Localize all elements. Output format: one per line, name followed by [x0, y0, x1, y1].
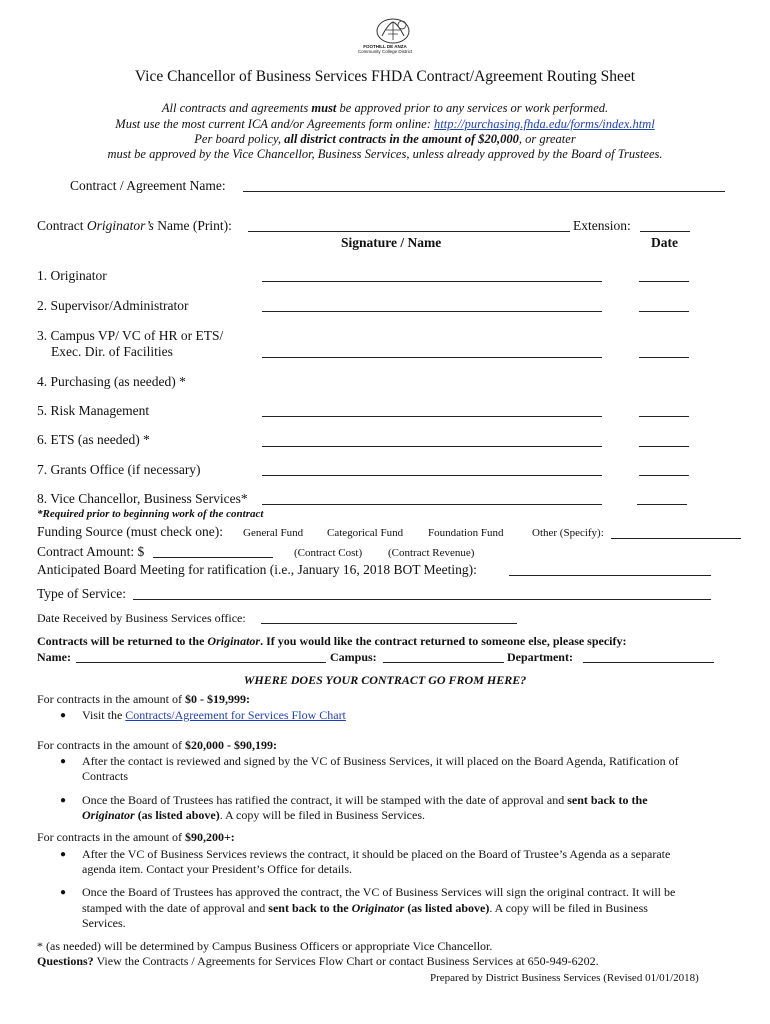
tier-text: For contracts in the amount of: [37, 830, 185, 844]
bullet-icon: ●: [60, 795, 67, 806]
amount-cost[interactable]: (Contract Cost): [294, 547, 363, 559]
tier-text: . A copy will be filed in Business: [489, 901, 648, 915]
date-received-label: Date Received by Business Services office:: [37, 611, 246, 625]
tier-amount: $0 - $19,999:: [184, 692, 250, 706]
tier2-heading: [37, 738, 277, 753]
contract-name-label: Contract / Agreement Name:: [70, 178, 226, 193]
where-heading: WHERE DOES YOUR CONTRACT GO FROM HERE?: [243, 673, 527, 687]
step-purchasing: 4. Purchasing (as needed) *: [37, 374, 186, 389]
intro-bold: all district contracts in the amount of $20,000: [284, 132, 519, 146]
step-grants: 7. Grants Office (if necessary): [37, 462, 201, 477]
return-text: . If you would like the contract returned to someone else, please specify:: [260, 634, 627, 648]
questions-text: View the Contracts / Agreements for Services Flow Chart or contact Business Services at 650-949-6202.: [93, 954, 599, 968]
intro-text: All contracts and agreements: [161, 101, 312, 115]
tier2-bullet2-line2: [82, 808, 425, 823]
tier3-heading: [37, 830, 235, 845]
tier3-bullet2-line3: Services.: [82, 916, 126, 930]
funding-other-field[interactable]: [611, 538, 741, 539]
tier3-bullet1-line2: agenda item. Contact your President’s Office for details.: [82, 862, 353, 876]
return-campus-label: Campus:: [330, 650, 377, 664]
return-name-field[interactable]: [76, 662, 326, 663]
signature-field[interactable]: [262, 416, 602, 417]
step-risk-management: 5. Risk Management: [37, 403, 150, 418]
forms-link[interactable]: http://purchasing.fhda.edu/forms/index.html: [434, 117, 655, 131]
board-meeting-field[interactable]: [509, 575, 711, 576]
tier3-bullet2-line1: Once the Board of Trustees has approved the contract, the VC of Business Services will sign the original contract. It will be: [82, 885, 676, 899]
tier-amount: $20,000 - $90,199:: [184, 738, 277, 752]
board-meeting-label: Anticipated Board Meeting for ratification (i.e., January 16, 2018 BOT Meeting):: [37, 562, 477, 577]
signature-field[interactable]: [262, 504, 602, 505]
intro-line3: [0, 132, 770, 147]
tier3-bullet2-line2: [82, 901, 648, 916]
tier-bold: sent back to the: [567, 793, 648, 807]
tier2-bullet2-line1: [82, 793, 648, 808]
district-logo: [368, 16, 418, 46]
return-text: Contracts will be returned to the: [37, 634, 208, 648]
intro-text: Per board policy,: [194, 132, 285, 146]
questions-bold: Questions?: [37, 954, 94, 968]
funding-categorical[interactable]: Categorical Fund: [327, 527, 404, 539]
step-originator: 1. Originator: [37, 268, 107, 283]
date-field[interactable]: [639, 357, 689, 358]
amount-revenue[interactable]: (Contract Revenue): [388, 547, 475, 559]
tier3-bullet1-line1: After the VC of Business Services reviews the contract, it should be placed on the Board of Trustee’s Agenda as a separate: [82, 847, 671, 861]
tier-bold: Originator: [351, 901, 405, 915]
tier-text: . A copy will be filed in Business Services.: [219, 808, 425, 822]
return-name-label: Name:: [37, 650, 71, 664]
prepared-by: Prepared by District Business Services (Revised 01/01/2018): [430, 972, 699, 984]
district-seal-icon: [368, 16, 418, 46]
step-campus-vp: 3. Campus VP/ VC of HR or ETS/: [37, 328, 224, 343]
signature-field[interactable]: [262, 281, 602, 282]
intro-line1: [0, 101, 770, 116]
intro-text: , or greater: [518, 132, 576, 146]
funding-other[interactable]: Other (Specify):: [532, 527, 604, 539]
type-of-service-field[interactable]: [133, 599, 711, 600]
date-header: Date: [651, 235, 678, 250]
date-field[interactable]: [637, 504, 687, 505]
tier2-bullet1-line2: Contracts: [82, 769, 128, 783]
originator-italic: Originator’s: [86, 218, 154, 233]
footnote: * (as needed) will be determined by Campus Business Officers or appropriate Vice Chancellor.: [37, 939, 493, 953]
tier-bold: (as listed above): [134, 808, 220, 822]
tier2-bullet1-line1: After the contact is reviewed and signed by the VC of Business Services, it will placed on the Board Agenda, Ratification of: [82, 754, 679, 768]
tier-text: stamped with the date of approval and: [82, 901, 269, 915]
step-ets: 6. ETS (as needed) *: [37, 432, 150, 447]
logo-line1: FOOTHILL DE ANZA: [363, 44, 407, 49]
required-note: *Required prior to beginning work of the contract: [37, 508, 264, 520]
intro-line2: [0, 117, 770, 132]
date-field[interactable]: [639, 281, 689, 282]
extension-label: Extension:: [573, 218, 631, 233]
originator-text: Name (Print):: [153, 218, 232, 233]
funding-general[interactable]: General Fund: [243, 527, 304, 539]
return-originator: Originator: [207, 634, 261, 648]
date-field[interactable]: [639, 416, 689, 417]
amount-field[interactable]: [153, 557, 273, 558]
step-campus-vp-line2: Exec. Dir. of Facilities: [51, 344, 173, 359]
return-department-label: Department:: [507, 650, 573, 664]
originator-label: [37, 218, 232, 234]
funding-foundation[interactable]: Foundation Fund: [428, 527, 504, 539]
tier1-heading: [37, 692, 250, 707]
return-campus-field[interactable]: [383, 662, 504, 663]
extension-field[interactable]: [640, 231, 690, 232]
intro-text: be approved prior to any services or work performed.: [336, 101, 609, 115]
tier-amount: $90,200+:: [184, 830, 235, 844]
signature-field[interactable]: [262, 311, 602, 312]
page-title: Vice Chancellor of Business Services FHDA Contract/Agreement Routing Sheet: [134, 68, 636, 85]
tier-bold: (as listed above): [404, 901, 490, 915]
flow-chart-link[interactable]: Contracts/Agreement for Services Flow Chart: [125, 708, 346, 722]
tier-text: Once the Board of Trustees has ratified the contract, it will be stamped with the date of approval and: [82, 793, 568, 807]
intro-text: Must use the most current ICA and/or Agreements form online:: [115, 117, 435, 131]
return-note: [37, 634, 627, 649]
funding-label: Funding Source (must check one):: [37, 524, 223, 539]
tier-text: For contracts in the amount of: [37, 692, 185, 706]
tier-bold: Originator: [82, 808, 135, 822]
date-field[interactable]: [639, 475, 689, 476]
signature-header: Signature / Name: [341, 235, 442, 250]
tier-text: Visit the: [82, 708, 126, 722]
tier-bold: sent back to the: [268, 901, 352, 915]
date-field[interactable]: [639, 311, 689, 312]
signature-field[interactable]: [262, 357, 602, 358]
originator-name-field[interactable]: [248, 231, 570, 232]
type-of-service-label: Type of Service:: [37, 586, 127, 601]
date-received-field[interactable]: [261, 623, 517, 624]
originator-text: Contract: [37, 218, 87, 233]
date-field[interactable]: [639, 446, 689, 447]
step-vice-chancellor: 8. Vice Chancellor, Business Services*: [37, 491, 248, 506]
bullet-icon: ●: [60, 756, 67, 767]
amount-label: Contract Amount: $: [37, 544, 145, 559]
questions: [37, 954, 599, 969]
contract-name-field[interactable]: [243, 191, 725, 192]
signature-field[interactable]: [262, 475, 602, 476]
bullet-icon: ●: [60, 887, 67, 898]
step-supervisor: 2. Supervisor/Administrator: [37, 298, 189, 313]
signature-field[interactable]: [262, 446, 602, 447]
tier-text: For contracts in the amount of: [37, 738, 185, 752]
logo-line2: Community College District: [357, 49, 413, 54]
bullet-icon: ●: [60, 849, 67, 860]
intro-line4: must be approved by the Vice Chancellor, Business Services, unless already approved by the Board of Trustees.: [107, 147, 663, 161]
tier1-bullet: [82, 708, 346, 723]
return-department-field[interactable]: [583, 662, 714, 663]
intro-must: must: [311, 101, 337, 115]
bullet-icon: ●: [60, 710, 67, 721]
